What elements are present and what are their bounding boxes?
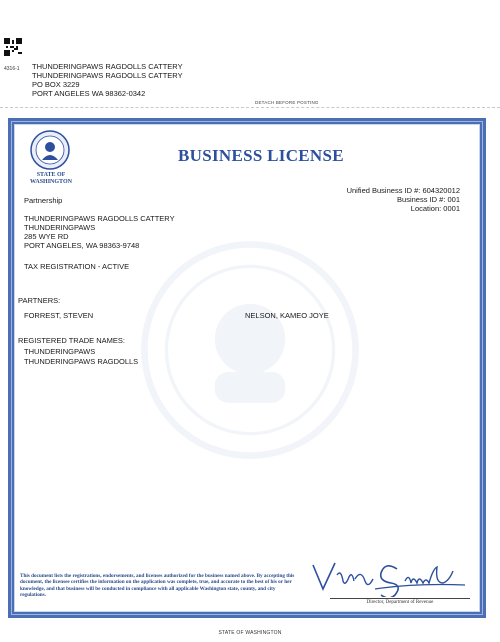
entity-line: PORT ANGELES, WA 98363-9748 <box>24 241 140 250</box>
state-name <box>22 172 80 186</box>
signature-title: Director, Department of Revenue <box>366 600 434 605</box>
location-id: Location: 0001 <box>410 204 460 213</box>
license-disclaimer: This document lists the registrations, endorsements, and licenses authorized for the business named above. By accepting this document, the licensee certifies the information on the application was complete, true, and accurate to the best of his or her knowledge, and that business will be conducted in compliance with all applicable Washington state, county, and city regulations. <box>20 573 295 599</box>
mailing-line: THUNDERINGPAWS RAGDOLLS CATTERY <box>32 62 183 71</box>
state-line-2: WASHINGTON <box>30 179 72 185</box>
footer-text: STATE OF WASHINGTON <box>218 630 282 636</box>
watermark-seal-icon <box>140 240 360 460</box>
entity-type: Partnership <box>24 196 63 205</box>
business-id-block <box>300 186 460 213</box>
entity-line: 285 WYE RD <box>24 232 69 241</box>
state-seal-icon <box>30 130 70 170</box>
entity-line: THUNDERINGPAWS RAGDOLLS CATTERY <box>24 214 175 223</box>
mailing-address <box>32 62 183 98</box>
business-id: Business ID #: 001 <box>397 195 460 204</box>
partner-name: NELSON, KAMEO JOYE <box>245 311 329 320</box>
qr-label: 4316-1 <box>4 66 20 72</box>
director-signature <box>305 557 475 597</box>
tax-status: TAX REGISTRATION - ACTIVE <box>24 262 130 271</box>
trade-names-heading: REGISTERED TRADE NAMES: <box>18 336 125 345</box>
document-title: BUSINESS LICENSE <box>178 146 344 165</box>
business-address <box>24 214 175 250</box>
mailing-line: THUNDERINGPAWS RAGDOLLS CATTERY <box>32 71 183 80</box>
qr-code-icon <box>4 38 22 56</box>
ubi-number: Unified Business ID #: 604320012 <box>346 186 460 195</box>
detach-notice: DETACH BEFORE POSTING <box>255 100 319 105</box>
mailing-line: PORT ANGELES WA 98362-0342 <box>32 89 146 98</box>
trade-name: THUNDERINGPAWS RAGDOLLS <box>24 357 139 366</box>
partner-name: FORREST, STEVEN <box>24 311 94 320</box>
trade-name: THUNDERINGPAWS <box>24 347 96 356</box>
detach-divider <box>0 107 500 108</box>
trade-names-list <box>24 347 138 367</box>
mailing-line: PO BOX 3229 <box>32 80 80 89</box>
entity-line: THUNDERINGPAWS <box>24 223 96 232</box>
signature-line <box>330 598 470 599</box>
state-line-1: STATE OF <box>36 172 66 178</box>
partners-heading: PARTNERS: <box>18 296 61 305</box>
